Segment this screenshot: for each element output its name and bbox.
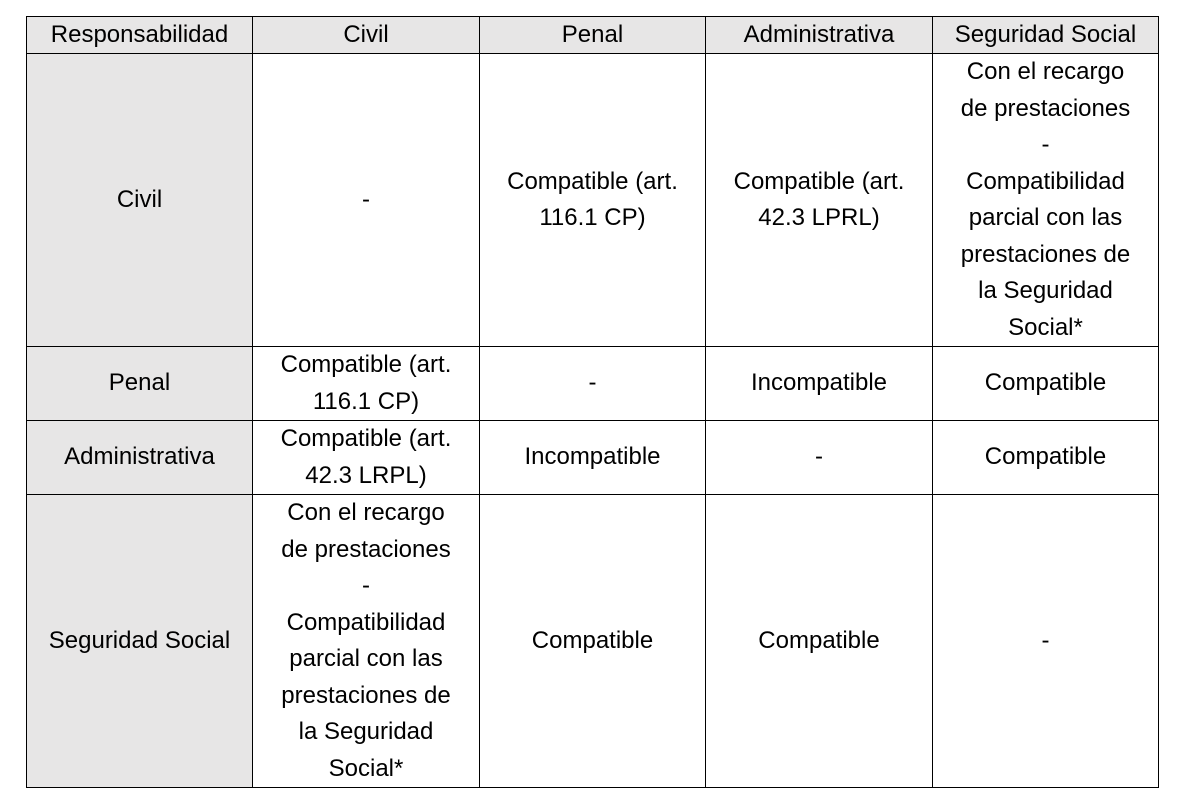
cell-text-line: - — [362, 185, 370, 213]
table-cell — [253, 495, 480, 788]
cell-text-line: 116.1 CP) — [312, 387, 420, 415]
row-header-cell: Civil — [27, 54, 253, 347]
cell-text-line: Compatible (art. — [507, 167, 678, 195]
table-row — [27, 54, 1159, 347]
table-cell — [480, 495, 706, 788]
cell-text-line: la Seguridad — [298, 718, 434, 745]
table-cell — [706, 347, 933, 421]
table-row — [27, 347, 1159, 421]
header-cell-civil: Civil — [253, 17, 480, 54]
responsibility-compatibility-table — [26, 16, 1159, 788]
table-cell — [253, 347, 480, 421]
cell-text-line: - — [588, 369, 597, 397]
cell-text-line: Social* — [328, 754, 404, 782]
cell-text-line: Compatibilidad — [966, 167, 1125, 195]
cell-text-line: Con el recargo — [287, 499, 445, 526]
row-header-cell: Administrativa — [27, 421, 253, 495]
cell-text-line: Compatible (art. — [733, 167, 905, 195]
table-row — [27, 495, 1159, 788]
cell-text-line: Incompatible — [524, 443, 661, 471]
header-cell-seguridad-social: Seguridad Social — [933, 17, 1159, 54]
cell-text-line: de prestaciones — [960, 94, 1131, 122]
table-cell — [933, 495, 1159, 788]
cell-text-line: Compatible (art. — [280, 351, 452, 378]
cell-text-line: Compatible — [984, 369, 1107, 397]
header-row — [27, 17, 1159, 54]
table-cell — [706, 495, 933, 788]
cell-text-line: de prestaciones — [281, 535, 451, 563]
cell-text-line: parcial con las — [968, 204, 1123, 231]
table-cell — [480, 421, 706, 495]
cell-text-line: 116.1 CP) — [539, 204, 646, 231]
header-cell-administrativa: Administrativa — [706, 17, 933, 54]
table-cell — [933, 347, 1159, 421]
table-cell — [480, 347, 706, 421]
cell-text-line: Compatible — [758, 626, 880, 654]
cell-text-line: - — [362, 572, 370, 599]
cell-text-line: Social* — [1008, 313, 1083, 341]
cell-text-line: Compatible — [984, 443, 1107, 471]
cell-text-line: Compatible — [531, 626, 654, 654]
cell-text-line: Compatibilidad — [286, 608, 446, 636]
row-header-cell: Seguridad Social — [27, 495, 253, 788]
cell-text-line: Incompatible — [750, 369, 888, 397]
cell-text-line: Con el recargo — [966, 58, 1125, 85]
table-cell — [933, 421, 1159, 495]
table-cell — [706, 421, 933, 495]
cell-text-line: - — [1041, 131, 1050, 158]
table-cell — [253, 421, 480, 495]
cell-text-line: - — [815, 443, 823, 471]
cell-text-line: Compatible (art. — [280, 425, 452, 452]
table-cell — [480, 54, 706, 347]
cell-text-line: prestaciones de — [960, 240, 1131, 268]
cell-text-line: parcial con las — [289, 645, 443, 672]
cell-text-line: prestaciones de — [281, 681, 451, 709]
header-cell-responsabilidad: Responsabilidad — [27, 17, 253, 54]
row-header-cell: Penal — [27, 347, 253, 421]
table-row — [27, 421, 1159, 495]
cell-text-line: 42.3 LPRL) — [758, 204, 880, 231]
table-cell — [253, 54, 480, 347]
cell-text-line: - — [1041, 626, 1050, 654]
cell-text-line: la Seguridad — [978, 277, 1113, 304]
cell-text-line: 42.3 LRPL) — [305, 461, 427, 489]
header-cell-penal: Penal — [480, 17, 706, 54]
table-cell — [706, 54, 933, 347]
table-cell — [933, 54, 1159, 347]
